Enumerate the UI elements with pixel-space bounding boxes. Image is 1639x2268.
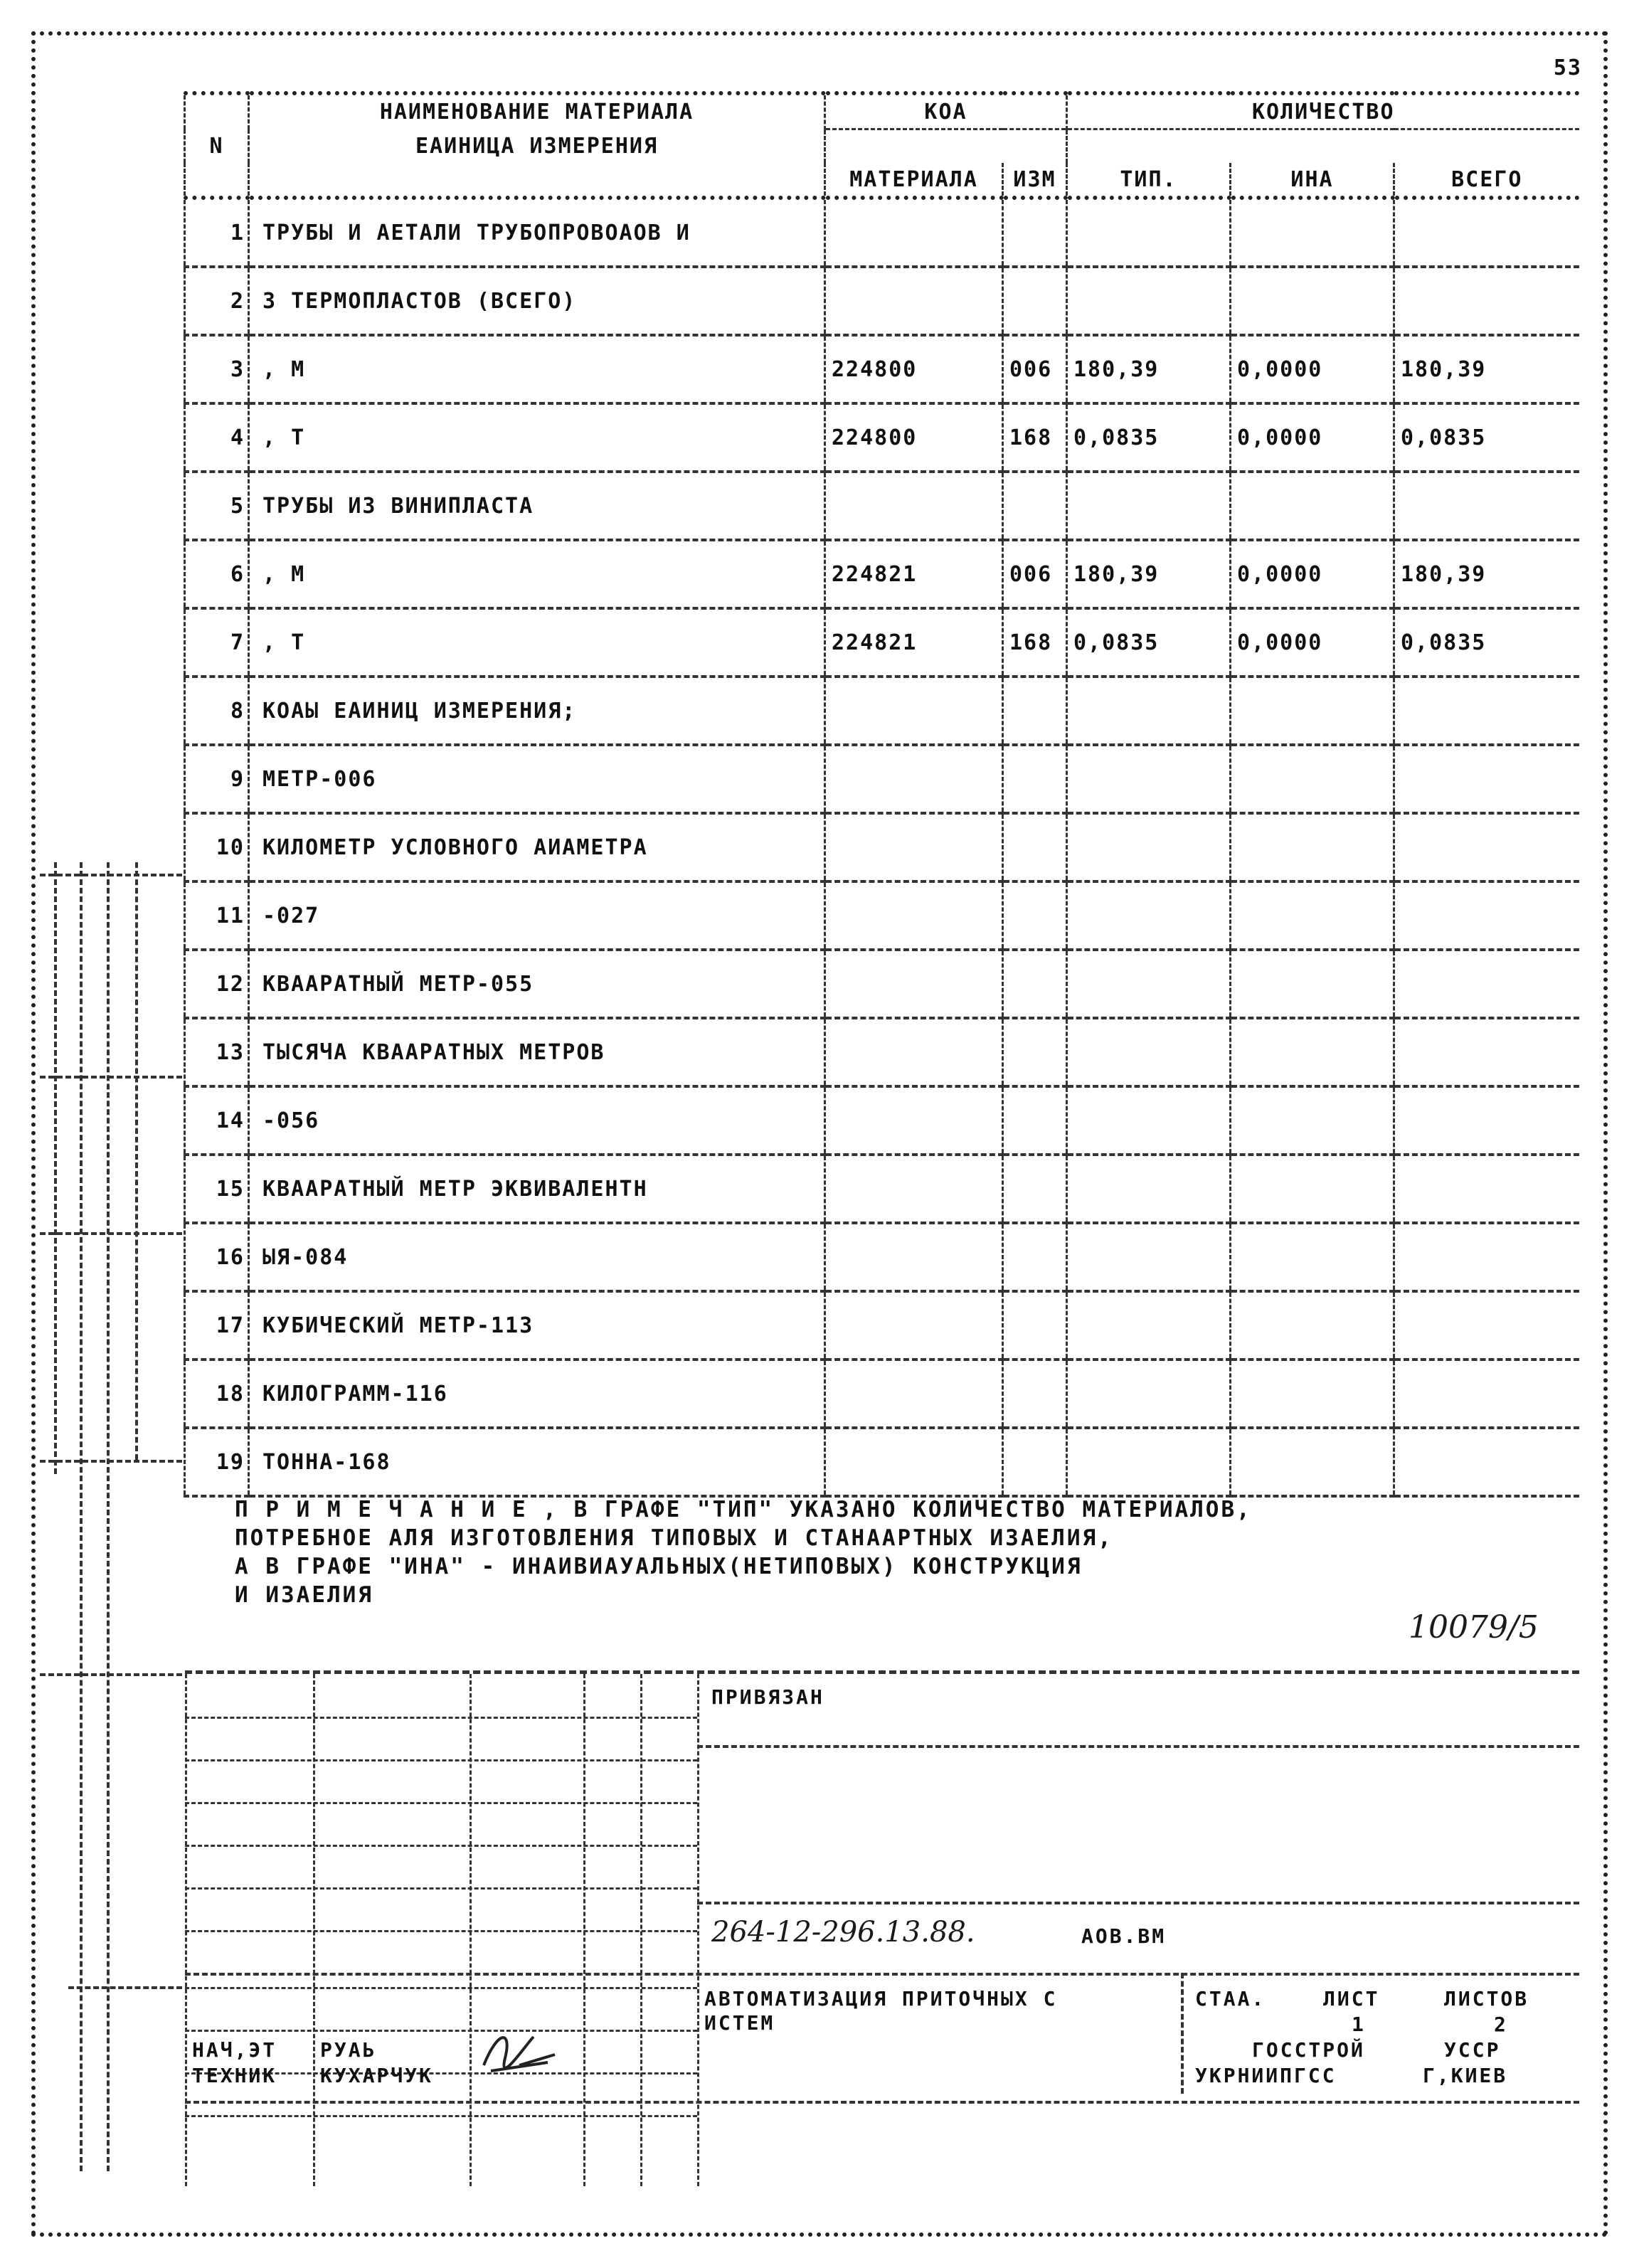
row-number: 9 — [185, 745, 249, 813]
table-row — [185, 1428, 1579, 1496]
row-izm — [1003, 1086, 1067, 1155]
row-tip — [1067, 677, 1231, 745]
grid-row — [185, 1802, 697, 1804]
name-2: КУХАРЧУК — [320, 2064, 433, 2087]
org-line2b: Г,КИЕВ — [1423, 2064, 1508, 2087]
row-ind: 0,0000 — [1231, 335, 1394, 403]
role-1: НАЧ,ЭТ — [192, 2038, 277, 2062]
row-izm — [1003, 881, 1067, 950]
row-kod — [825, 881, 1003, 950]
grid-row — [185, 1930, 697, 1932]
row-izm: 168 — [1003, 608, 1067, 677]
header-kod-mat: МАТЕРИАЛА — [825, 163, 1003, 198]
row-number: 4 — [185, 403, 249, 472]
row-number: 8 — [185, 677, 249, 745]
table-row — [185, 1360, 1579, 1428]
row-ind — [1231, 1291, 1394, 1360]
row-name: ЫЯ-084 — [249, 1223, 825, 1291]
header-name-line1: НАИМЕНОВАНИЕ МАТЕРИАЛА — [249, 93, 825, 129]
row-kod: 224821 — [825, 540, 1003, 608]
listov-value: 2 — [1494, 2013, 1508, 2036]
margin-line — [107, 862, 110, 2171]
handwritten-code: 10079/5 — [1409, 1609, 1539, 1646]
row-ind — [1231, 813, 1394, 881]
row-izm — [1003, 1018, 1067, 1086]
row-name: МЕТР-006 — [249, 745, 825, 813]
row-izm — [1003, 950, 1067, 1018]
table-row — [185, 677, 1579, 745]
row-vsego — [1394, 1360, 1579, 1428]
row-ind — [1231, 1018, 1394, 1086]
row-tip — [1067, 1018, 1231, 1086]
table-row — [185, 813, 1579, 881]
row-ind — [1231, 677, 1394, 745]
row-name: КОАЫ ЕАИНИЦ ИЗМЕРЕНИЯ; — [249, 677, 825, 745]
row-name: -027 — [249, 881, 825, 950]
row-izm — [1003, 1223, 1067, 1291]
note-line-2: ПОТРЕБНОЕ АЛЯ ИЗГОТОВЛЕНИЯ ТИПОВЫХ И СТАНААРТНЫХ ИЗАЕЛИЯ, — [235, 1525, 1113, 1551]
row-ind — [1231, 881, 1394, 950]
grid-row — [185, 1717, 697, 1719]
row-kod — [825, 745, 1003, 813]
row-tip: 0,0835 — [1067, 608, 1231, 677]
row-izm — [1003, 1360, 1067, 1428]
row-number: 14 — [185, 1086, 249, 1155]
row-vsego — [1394, 472, 1579, 540]
row-kod — [825, 950, 1003, 1018]
title-block-grid — [185, 1674, 697, 2186]
row-name: , Т — [249, 403, 825, 472]
row-number: 2 — [185, 267, 249, 335]
row-vsego — [1394, 198, 1579, 267]
row-tip — [1067, 267, 1231, 335]
row-ind: 0,0000 — [1231, 540, 1394, 608]
row-number: 7 — [185, 608, 249, 677]
row-kod — [825, 1018, 1003, 1086]
margin-tick — [40, 1076, 182, 1079]
row-tip — [1067, 1223, 1231, 1291]
title-col — [1181, 1973, 1184, 2094]
header-n-label: N — [185, 129, 249, 164]
row-number: 19 — [185, 1428, 249, 1496]
grid-row — [185, 2030, 697, 2032]
row-kod: 224800 — [825, 335, 1003, 403]
row-izm — [1003, 1291, 1067, 1360]
margin-line — [54, 862, 57, 1474]
project-title-line2: ИСТЕМ — [704, 2011, 775, 2035]
row-vsego — [1394, 1223, 1579, 1291]
table-row — [185, 1291, 1579, 1360]
row-name: З ТЕРМОПЛАСТОВ (ВСЕГО) — [249, 267, 825, 335]
page-number: 53 — [1553, 55, 1582, 80]
row-izm — [1003, 472, 1067, 540]
table-row — [185, 472, 1579, 540]
row-number: 16 — [185, 1223, 249, 1291]
row-name: , М — [249, 335, 825, 403]
row-name: , Т — [249, 608, 825, 677]
note-line-3: А В ГРАФЕ "ИНА" - ИНАИВИАУАЛЬНЫХ(НЕТИПОВЫХ) КОНСТРУКЦИЯ — [235, 1554, 1083, 1579]
row-ind — [1231, 472, 1394, 540]
list-label: ЛИСТ — [1323, 1987, 1380, 2010]
signature-icon — [477, 2015, 562, 2079]
role-2: ТЕХНИК — [192, 2064, 277, 2087]
title-block — [185, 1670, 1579, 2186]
privyazan-label: ПРИВЯЗАН — [711, 1685, 824, 1709]
row-tip: 180,39 — [1067, 335, 1231, 403]
row-vsego — [1394, 813, 1579, 881]
row-vsego: 180,39 — [1394, 540, 1579, 608]
row-vsego — [1394, 267, 1579, 335]
row-ind — [1231, 198, 1394, 267]
row-name: -056 — [249, 1086, 825, 1155]
org-line1b: УССР — [1444, 2038, 1501, 2062]
listov-label: ЛИСТОВ — [1444, 1987, 1529, 2010]
row-kod — [825, 472, 1003, 540]
grid-row — [185, 1987, 697, 1989]
table-row — [185, 403, 1579, 472]
row-number: 10 — [185, 813, 249, 881]
note-line-4: И ИЗАЕЛИЯ — [235, 1582, 373, 1608]
row-name: КВААРАТНЫЙ МЕТР-055 — [249, 950, 825, 1018]
row-kod — [825, 267, 1003, 335]
table-row — [185, 745, 1579, 813]
row-kod — [825, 1291, 1003, 1360]
row-kod: 224800 — [825, 403, 1003, 472]
margin-tick — [40, 1673, 182, 1676]
row-izm — [1003, 813, 1067, 881]
grid-row — [185, 1845, 697, 1847]
row-name: КУБИЧЕСКИЙ МЕТР-113 — [249, 1291, 825, 1360]
row-vsego — [1394, 1291, 1579, 1360]
table-row — [185, 540, 1579, 608]
row-name: КИЛОМЕТР УСЛОВНОГО АИАМЕТРА — [249, 813, 825, 881]
table-row — [185, 1018, 1579, 1086]
grid-row — [185, 1759, 697, 1761]
row-name: , М — [249, 540, 825, 608]
row-ind — [1231, 1428, 1394, 1496]
row-tip — [1067, 881, 1231, 950]
margin-tick — [68, 1986, 182, 1989]
header-kol-spacer — [1067, 129, 1579, 164]
row-ind — [1231, 1223, 1394, 1291]
row-number: 6 — [185, 540, 249, 608]
row-tip — [1067, 1428, 1231, 1496]
row-ind — [1231, 745, 1394, 813]
row-kod — [825, 677, 1003, 745]
row-kod — [825, 1223, 1003, 1291]
row-number: 13 — [185, 1018, 249, 1086]
header-tip: ТИП. — [1067, 163, 1231, 198]
row-izm — [1003, 1155, 1067, 1223]
row-name: ТОННА-168 — [249, 1428, 825, 1496]
header-n-spacer — [185, 163, 249, 198]
row-izm — [1003, 745, 1067, 813]
row-ind — [1231, 950, 1394, 1018]
row-vsego — [1394, 745, 1579, 813]
row-vsego — [1394, 881, 1579, 950]
row-ind — [1231, 1155, 1394, 1223]
project-title-line1: АВТОМАТИЗАЦИЯ ПРИТОЧНЫХ С — [704, 1987, 1058, 2010]
row-number: 17 — [185, 1291, 249, 1360]
row-izm: 168 — [1003, 403, 1067, 472]
row-izm: 006 — [1003, 335, 1067, 403]
list-value: 1 — [1352, 2013, 1366, 2036]
row-izm: 006 — [1003, 540, 1067, 608]
title-rule — [697, 1902, 1579, 1904]
row-number: 18 — [185, 1360, 249, 1428]
row-tip: 0,0835 — [1067, 403, 1231, 472]
row-tip — [1067, 745, 1231, 813]
row-tip: 180,39 — [1067, 540, 1231, 608]
left-margin-marks — [40, 862, 182, 2185]
row-name: КИЛОГРАММ-116 — [249, 1360, 825, 1428]
margin-line — [135, 862, 138, 1460]
row-number: 5 — [185, 472, 249, 540]
table-row — [185, 950, 1579, 1018]
grid-row — [185, 2115, 697, 2117]
table-row — [185, 267, 1579, 335]
header-vsego: ВСЕГО — [1394, 163, 1579, 198]
header-name-spacer — [249, 163, 825, 198]
row-kod — [825, 1428, 1003, 1496]
row-tip — [1067, 1155, 1231, 1223]
header-ind: ИНА — [1231, 163, 1394, 198]
row-kod — [825, 813, 1003, 881]
row-vsego — [1394, 1018, 1579, 1086]
margin-tick — [40, 1460, 182, 1463]
row-ind — [1231, 1360, 1394, 1428]
row-tip — [1067, 950, 1231, 1018]
row-number: 11 — [185, 881, 249, 950]
org-line2a: УКРНИИПГСС — [1195, 2064, 1337, 2087]
row-vsego — [1394, 1155, 1579, 1223]
row-vsego: 180,39 — [1394, 335, 1579, 403]
row-number: 3 — [185, 335, 249, 403]
row-ind: 0,0000 — [1231, 608, 1394, 677]
row-kod: 224821 — [825, 608, 1003, 677]
row-ind — [1231, 1086, 1394, 1155]
row-name: ТЫСЯЧА КВААРАТНЫХ МЕТРОВ — [249, 1018, 825, 1086]
row-number: 15 — [185, 1155, 249, 1223]
row-tip — [1067, 1086, 1231, 1155]
table-row — [185, 1155, 1579, 1223]
stadia-label: СТАА. — [1195, 1987, 1266, 2010]
row-tip — [1067, 1291, 1231, 1360]
row-kod — [825, 1360, 1003, 1428]
header-name-line2: ЕАИНИЦА ИЗМЕРЕНИЯ — [249, 129, 825, 164]
row-vsego — [1394, 1428, 1579, 1496]
table-row — [185, 198, 1579, 267]
title-rule — [185, 1973, 1579, 1976]
row-ind: 0,0000 — [1231, 403, 1394, 472]
row-vsego — [1394, 1086, 1579, 1155]
row-vsego: 0,0835 — [1394, 608, 1579, 677]
margin-tick — [40, 874, 182, 876]
row-izm — [1003, 198, 1067, 267]
row-tip — [1067, 1360, 1231, 1428]
table-row — [185, 1086, 1579, 1155]
header-kod: КОА — [825, 93, 1067, 129]
row-izm — [1003, 1428, 1067, 1496]
table-row — [185, 335, 1579, 403]
row-tip — [1067, 813, 1231, 881]
header-kolichestvo: КОЛИЧЕСТВО — [1067, 93, 1579, 129]
title-rule — [697, 1745, 1579, 1748]
row-tip — [1067, 198, 1231, 267]
note-block — [235, 1495, 1572, 1609]
header-kod-izm: ИЗМ — [1003, 163, 1067, 198]
margin-line — [80, 862, 83, 2171]
row-ind — [1231, 267, 1394, 335]
row-izm — [1003, 677, 1067, 745]
title-rule — [185, 2101, 1579, 2104]
org-line1a: ГОССТРОЙ — [1252, 2038, 1365, 2062]
header-kod-spacer — [825, 129, 1067, 164]
table-row — [185, 1223, 1579, 1291]
grid-row — [185, 1887, 697, 1890]
row-number: 12 — [185, 950, 249, 1018]
doc-code-handwritten: 264-12-296.13.88. — [711, 1916, 975, 1949]
name-1: РУАЬ — [320, 2038, 377, 2062]
row-vsego — [1394, 677, 1579, 745]
row-kod — [825, 1086, 1003, 1155]
row-tip — [1067, 472, 1231, 540]
row-number: 1 — [185, 198, 249, 267]
note-line-1: П Р И М Е Ч А Н И Е , В ГРАФЕ "ТИП" УКАЗАНО КОЛИЧЕСТВО МАТЕРИАЛОВ, — [235, 1497, 1252, 1522]
row-name: ТРУБЫ И АЕТАЛИ ТРУБОПРОВОАОВ И — [249, 198, 825, 267]
row-name: КВААРАТНЫЙ МЕТР ЭКВИВАЛЕНТН — [249, 1155, 825, 1223]
row-izm — [1003, 267, 1067, 335]
row-vsego — [1394, 950, 1579, 1018]
header-n — [185, 93, 249, 129]
row-kod — [825, 1155, 1003, 1223]
row-vsego: 0,0835 — [1394, 403, 1579, 472]
margin-tick — [40, 1232, 182, 1235]
grid-col — [697, 1674, 699, 2186]
materials-table — [184, 91, 1579, 1498]
table-row — [185, 608, 1579, 677]
row-name: ТРУБЫ ИЗ ВИНИПЛАСТА — [249, 472, 825, 540]
row-kod — [825, 198, 1003, 267]
table-row — [185, 881, 1579, 950]
doc-code-suffix: АОВ.ВМ — [1081, 1924, 1167, 1948]
